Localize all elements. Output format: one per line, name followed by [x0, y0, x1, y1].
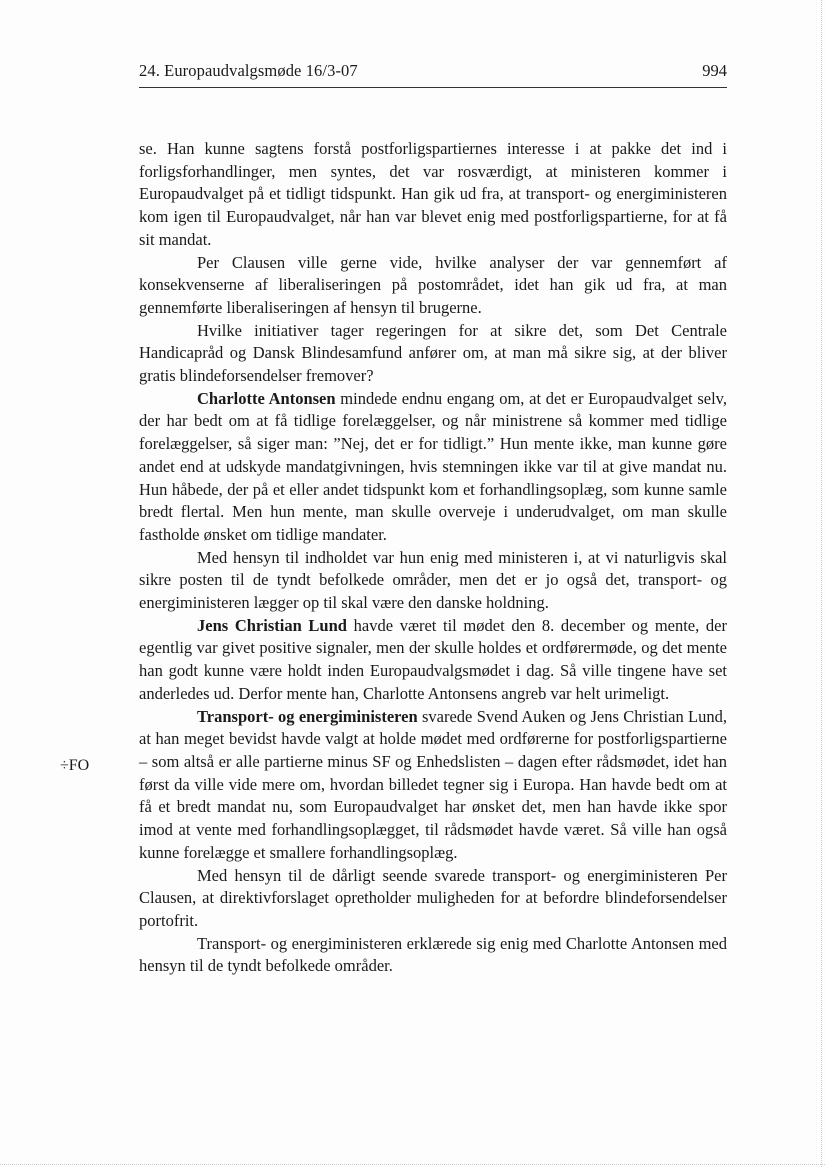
- paragraph: [139, 865, 727, 933]
- paragraph: [139, 252, 727, 320]
- speaker-name: Jens Christian Lund: [197, 615, 347, 635]
- page-header: [139, 59, 727, 88]
- paragraph: [139, 615, 727, 706]
- paragraph-text: se. Han kunne sagtens forstå postforligspartiernes interesse i at pakke det ind i forligsforhandlinger, men syntes, det var rosværdigt, at ministeren kommer i Europaudvalget på et tidligt tidspunkt. Han gik ud fra, at transport- og energiministeren kom igen til Europaudvalget, når han var blevet enig med postforligspartierne, for at få sit mandat.: [139, 139, 727, 249]
- speaker-name: Transport- og energiministeren: [197, 706, 418, 726]
- paragraph-text: Transport- og energiministeren erklærede sig enig med Charlotte Antonsen med hensyn til de tyndt befolkede områder.: [139, 933, 727, 976]
- paragraph-text: havde været til mødet den 8. december og mente, der egentlig var givet positive signaler, men der skulle holdes et ordførermøde, og det mente han godt kunne være holdt inden Europaudvalgsmødet i dag. Så ville tingene have set anderledes ud. Derfor mente han, Charlotte Antonsens angreb var helt urimeligt.: [139, 615, 727, 703]
- paragraph-text: Per Clausen ville gerne vide, hvilke analyser der var gennemført af konsekvenserne af liberaliseringen på postområdet, idet han gik ud fra, at man gennemførte liberaliseringen af hensyn til brugerne.: [139, 252, 727, 317]
- paragraph-text: Med hensyn til de dårligt seende svarede transport- og energiministeren Per Clausen, at direktivforslaget opretholder muligheden for at befordre blindeforsendelser portofrit.: [139, 865, 727, 930]
- scan-edge-bottom: [0, 1163, 825, 1165]
- paragraph: [139, 547, 727, 615]
- paragraph: [139, 388, 727, 547]
- scan-edge-right: [820, 0, 822, 1167]
- paragraph-text: mindede endnu engang om, at det er Europaudvalget selv, der har bedt om at få tidlige forelæggelser, og når ministrene så kommer med tidlige forelæggelser, så siger man: ”Nej, det er for tidligt.” Hun mente ikke, man kunne gøre andet end at udskyde mandatgivningen, hvis stemningen ikke var til at give mandat nu. Hun håbede, der på et eller andet tidspunkt kom et forhandlingsoplæg, som kunne samle bredt flertal. Men hun mente, man skulle overveje i underudvalget, om man skulle fastholde ønsket om tidlige mandater.: [139, 388, 727, 544]
- document-body: [139, 138, 727, 978]
- paragraph-text: Med hensyn til indholdet var hun enig med ministeren i, at vi naturligvis skal sikre posten til de tyndt befolkede områder, men det er jo også det, transport- og energiministeren lægger op til skal være den danske holdning.: [139, 547, 727, 613]
- speaker-name: Charlotte Antonsen: [197, 388, 336, 408]
- paragraph-text: svarede Svend Auken og Jens Christian Lund, at han meget bevidst havde valgt at holde mødet med ordførerne for postforligspartierne – som altså er alle partierne minus SF og Enhedslisten – dagen efter rådsmødet, idet han først da ville vide mere om, hvordan billedet tegner sig i Europa. Han havde bedt om at få et bredt mandat nu, som Europaudvalget har ønsket det, men han havde ikke spor imod at vente med forhandlingsoplægget, til rådsmødet havde været. Så ville han også kunne forelægge et smallere forhandlingsoplæg.: [139, 706, 727, 862]
- paragraph: [139, 138, 727, 252]
- paragraph: [139, 706, 727, 865]
- header-title: 24. Europaudvalgsmøde 16/3-07: [139, 61, 358, 80]
- page-number: 994: [702, 61, 727, 80]
- margin-note: ÷FO: [60, 757, 90, 774]
- paragraph: [139, 933, 727, 978]
- paragraph-text: Hvilke initiativer tager regeringen for at sikre det, som Det Centrale Handicapråd og Dansk Blindesamfund anfører om, at man må sikre sig, at der bliver gratis blindeforsendelser fremover?: [139, 320, 727, 386]
- paragraph: [139, 320, 727, 388]
